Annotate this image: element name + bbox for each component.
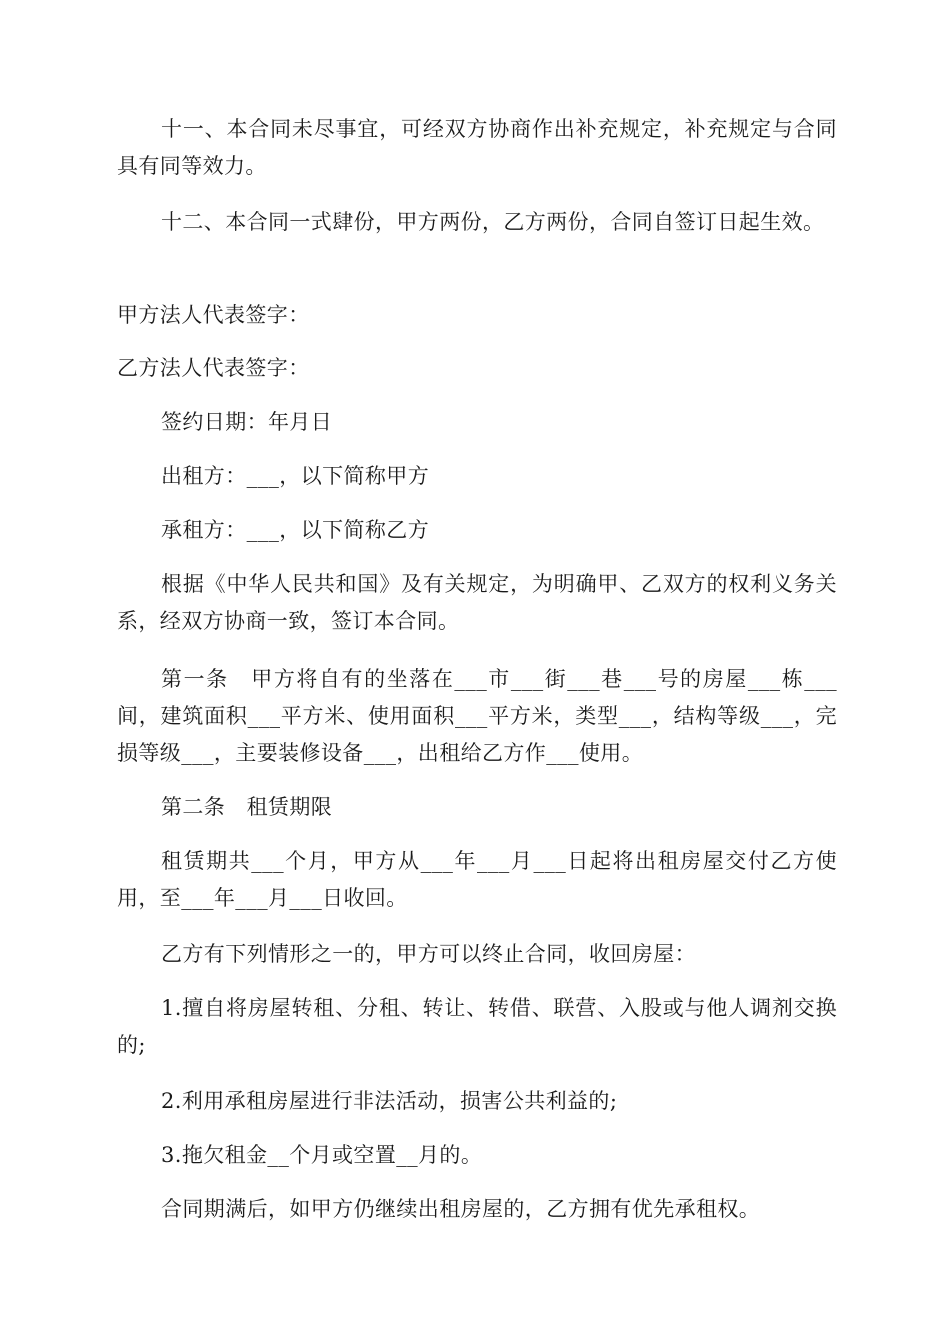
preamble-paragraph: 根据《中华人民共和国》及有关规定，为明确甲、乙双方的权利义务关系，经双方协商一致，签订本合同。 (117, 572, 837, 633)
lessee-line: 承租方：___，以下简称乙方 (161, 518, 430, 542)
article-two-heading: 第二条 租赁期限 (161, 795, 333, 819)
termination-condition-3: 3.拖欠租金__个月或空置__月的。 (161, 1143, 483, 1167)
termination-condition-2: 2.利用承租房屋进行非法活动，损害公共利益的; (161, 1089, 618, 1113)
clause-twelve-paragraph: 十二、本合同一式肆份，甲方两份，乙方两份，合同自签订日起生效。 (161, 210, 825, 234)
article-one-paragraph: 第一条 甲方将自有的坐落在___市___街___巷___号的房屋___栋___间，建筑面积___平方米、使用面积___平方米，类型___，结构等级___，完损等级___，主要装修设备___，出租给乙方作___使用。 (117, 667, 837, 765)
renewal-priority-paragraph: 合同期满后，如甲方仍继续出租房屋的，乙方拥有优先承租权。 (161, 1197, 761, 1221)
lessor-line: 出租方：___，以下简称甲方 (161, 464, 430, 488)
clause-eleven-paragraph: 十一、本合同未尽事宜，可经双方协商作出补充规定，补充规定与合同具有同等效力。 (117, 117, 837, 178)
termination-condition-1: 1.擅自将房屋转租、分租、转让、转借、联营、入股或与他人调剂交换的; (117, 996, 837, 1057)
party-b-signature-line: 乙方法人代表签字： (117, 356, 310, 380)
termination-conditions-intro: 乙方有下列情形之一的，甲方可以终止合同，收回房屋： (161, 942, 696, 966)
lease-term-paragraph: 租赁期共___个月，甲方从___年___月___日起将出租房屋交付乙方使用，至___年___月___日收回。 (117, 849, 837, 910)
party-a-signature-line: 甲方法人代表签字： (117, 303, 310, 327)
signing-date-line: 签约日期：年月日 (161, 410, 333, 434)
